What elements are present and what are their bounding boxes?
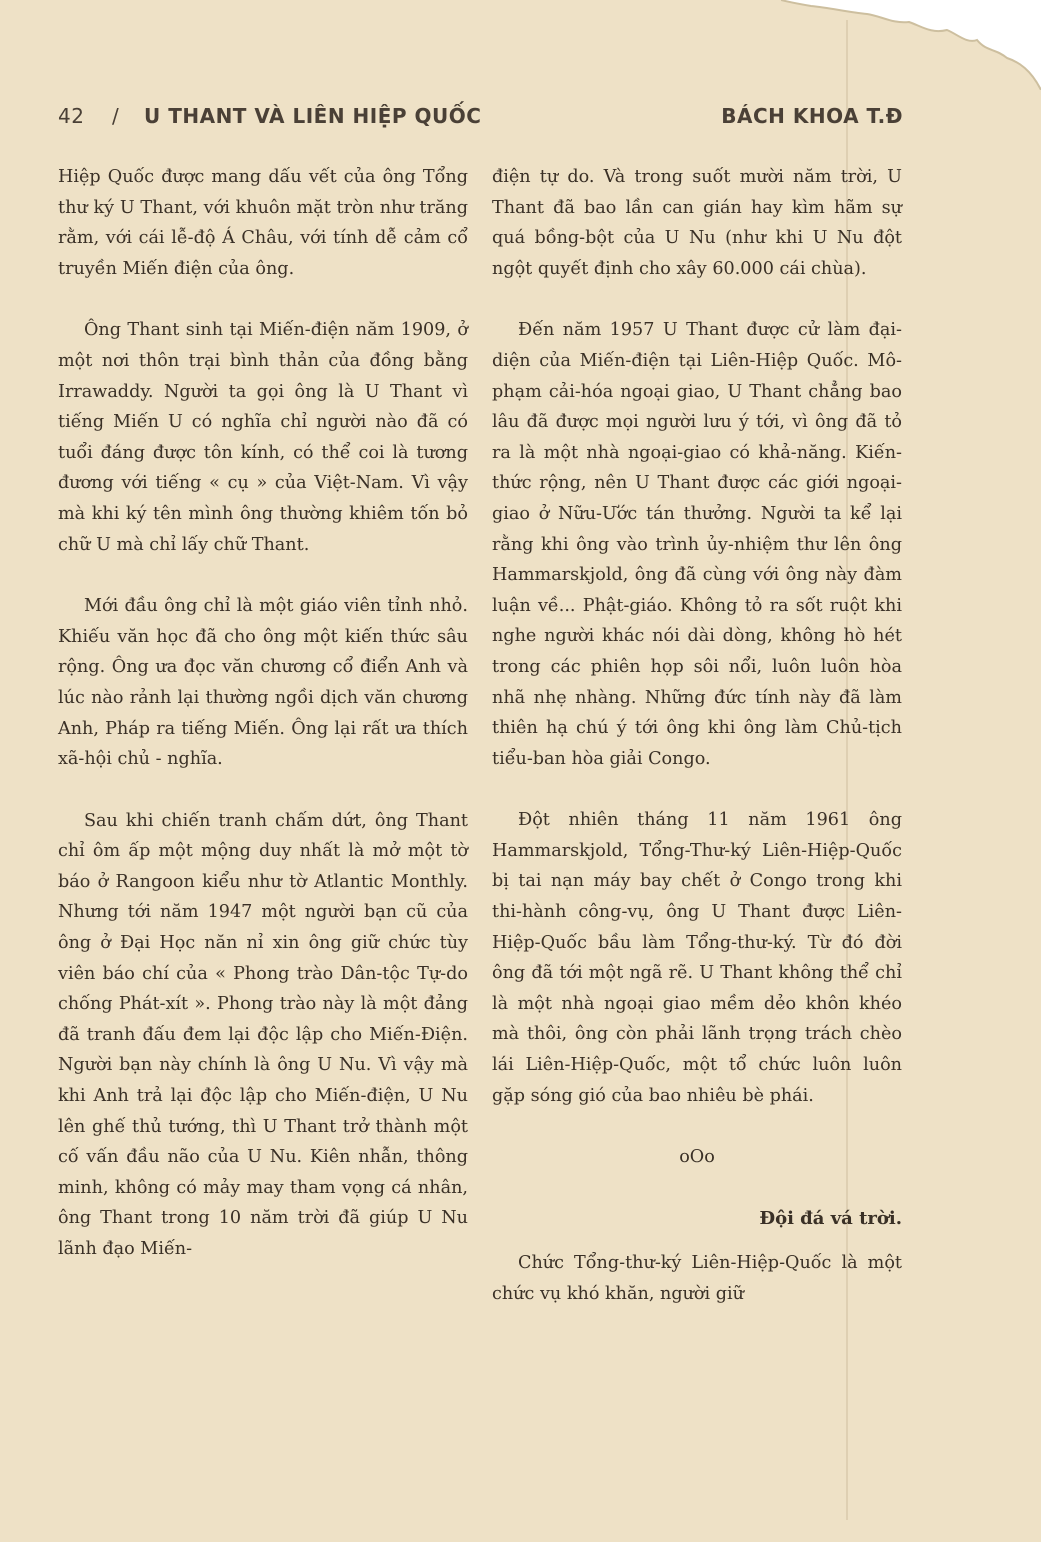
journal-name: BÁCH KHOA T.Đ [721, 104, 903, 128]
running-header [58, 100, 903, 134]
left-column [58, 162, 468, 1296]
paragraph: Đến năm 1957 U Thant được cử làm đại-diện của Miến-điện tại Liên-Hiệp Quốc. Mô-phạm cải-hóa ngoại giao, U Thant chẳng bao lâu đã được mọi người lưu ý tới, vì ông đã tỏ ra là một nhà ngoại-giao có khả-năng. Kiến-thức rộng, nên U Thant được các giới ngoại-giao ở Nữu-Ước tán thưởng. Người ta kể lại rằng khi ông vào trình ủy-nhiệm thư lên ông Hammarskjold, ông đã cùng với ông này đàm luận về... Phật-giáo. Không tỏ ra sốt ruột khi nghe người khác nói dài dòng, không hò hét trong các phiên họp sôi nổi, luôn luôn hòa nhã nhẹ nhàng. Những đức tính này đã làm thiên hạ chú ý tới ông khi ông làm Chủ-tịch tiểu-ban hòa giải Congo. [492, 320, 902, 769]
paragraph: Mới đầu ông chỉ là một giáo viên tỉnh nhỏ. Khiếu văn học đã cho ông một kiến thức sâu rộng. Ông ưa đọc văn chương cổ điển Anh và lúc nào rảnh lại thường ngồi dịch văn chương Anh, Pháp ra tiếng Miến. Ông lại rất ưa thích xã-hội chủ - nghĩa. [58, 596, 468, 770]
torn-corner [781, 0, 1041, 90]
section-separator: oOo [679, 1147, 715, 1168]
paragraph: Sau khi chiến tranh chấm dứt, ông Thant chỉ ôm ấp một mộng duy nhất là mở một tờ báo ở Rangoon kiểu như tờ Atlantic Monthly. Nhưng tới năm 1947 một người bạn cũ của ông ở Đại Học năn nỉ xin ông giữ chức tùy viên báo chí của « Phong trào Dân-tộc Tự-do chống Phát-xít ». Phong trào này là một đảng đã tranh đấu đem lại độc lập cho Miến-Điện. Người bạn này chính là ông U Nu. Vì vậy mà khi Anh trả lại độc lập cho Miến-điện, U Nu lên ghế thủ tướng, thì U Thant trở thành một cố vấn đầu não của U Nu. Kiên nhẫn, thông minh, không có mảy may tham vọng cá nhân, ông Thant trong 10 năm trời đã giúp U Nu lãnh đạo Miến- [58, 810, 468, 1259]
paragraph: điện tự do. Và trong suốt mười năm trời, U Thant đã bao lần can gián hay kìm hãm sự quá bồng-bột của U Nu (như khi U Nu đột ngột quyết định cho xây 60.000 cái chùa). [492, 167, 902, 279]
paragraph: Chức Tổng-thư-ký Liên-Hiệp-Quốc là một chức vụ khó khăn, người giữ [492, 1253, 902, 1304]
paragraph: Hiệp Quốc được mang dấu vết của ông Tổng thư ký U Thant, với khuôn mặt tròn như trăng rằm, với cái lễ-độ Á Châu, với tính dễ cảm cổ truyền Miến điện của ông. [58, 167, 468, 279]
paragraph: Đột nhiên tháng 11 năm 1961 ông Hammarskjold, Tổng-Thư-ký Liên-Hiệp-Quốc bị tai nạn máy bay chết ở Congo trong khi thi-hành công-vụ, ông U Thant được Liên-Hiệp-Quốc bầu làm Tổng-thư-ký. Từ đó đời ông đã tới một ngã rẽ. U Thant không thể chỉ là một nhà ngoại giao mềm dẻo khôn khéo mà thôi, ông còn phải lãnh trọng trách chèo lái Liên-Hiệp-Quốc, một tổ chức luôn luôn gặp sóng gió của bao nhiêu bè phái. [492, 810, 902, 1106]
section-heading: Đội đá vá trời. [759, 1207, 902, 1229]
header-separator: / [112, 104, 120, 128]
paragraph: Ông Thant sinh tại Miến-điện năm 1909, ở một nơi thôn trại bình thản của đồng bằng Irrawaddy. Người ta gọi ông là U Thant vì tiếng Miến U có nghĩa chỉ người nào đã có tuổi đáng được tôn kính, có thể coi là tương đương với tiếng « cụ » của Việt-Nam. Vì vậy mà khi ký tên mình ông thường khiêm tốn bỏ chữ U mà chỉ lấy chữ Thant. [58, 320, 468, 555]
right-column [492, 162, 902, 1341]
book-title: U THANT VÀ LIÊN HIỆP QUỐC [144, 104, 482, 128]
page-number: 42 [58, 104, 85, 128]
